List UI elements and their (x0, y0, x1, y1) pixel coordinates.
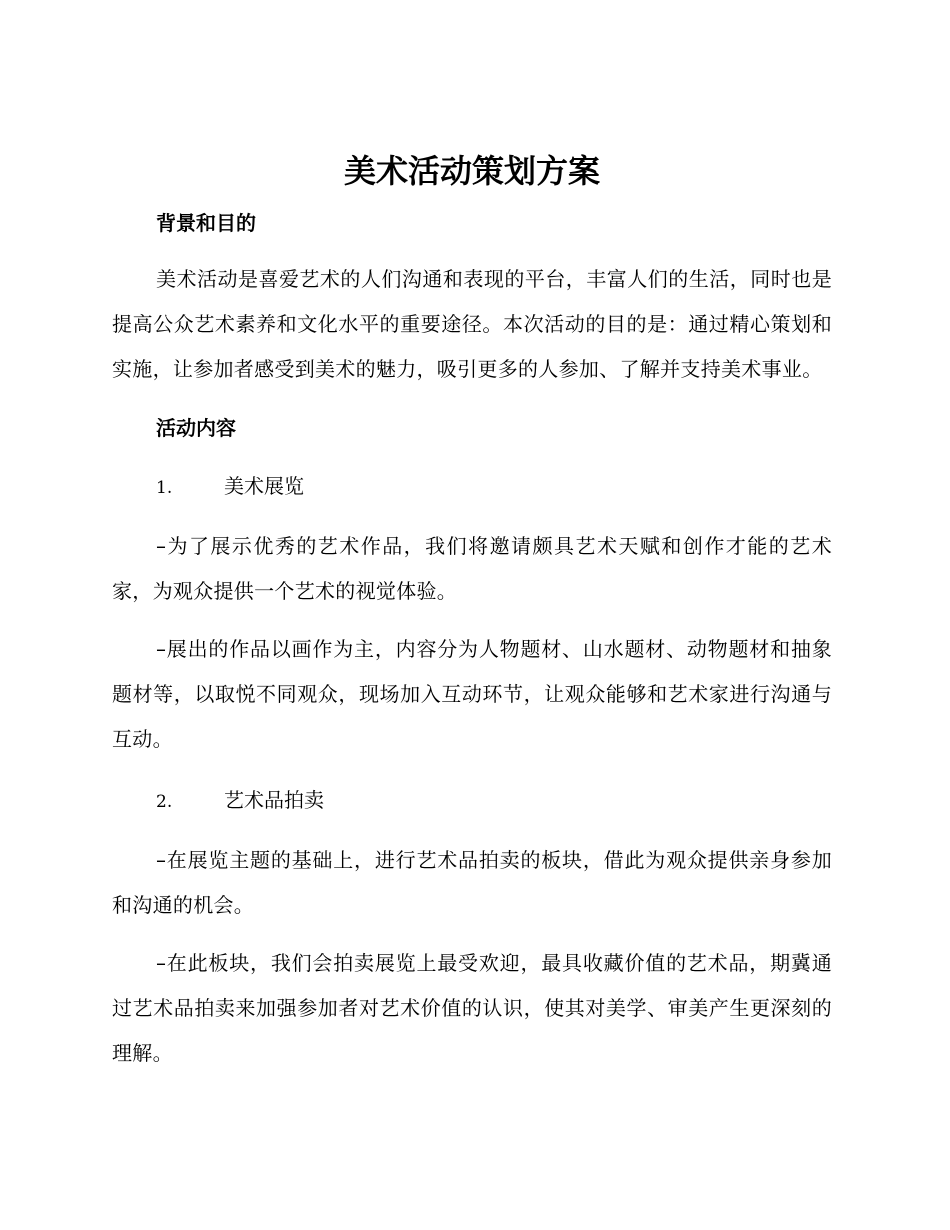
paragraph-exhibition-2: –展出的作品以画作为主，内容分为人物题材、山水题材、动物题材和抽象题材等，以取悦不同观众，现场加入互动环节，让观众能够和艺术家进行沟通与互动。 (112, 637, 832, 751)
paragraph-background: 美术活动是喜爱艺术的人们沟通和表现的平台，丰富人们的生活，同时也是提高公众艺术素养和文化水平的重要途径。本次活动的目的是：通过精心策划和实施，让参加者感受到美术的魅力，吸引更多的人参加、了解并支持美术事业。 (112, 267, 832, 381)
section-heading-background: 背景和目的 (156, 211, 256, 235)
document-title: 美术活动策划方案 (343, 152, 600, 190)
paragraph-auction-2: –在此板块，我们会拍卖展览上最受欢迎，最具收藏价值的艺术品，期冀通过艺术品拍卖来加强参加者对艺术价值的认识，使其对美学、审美产生更深刻的理解。 (112, 951, 832, 1065)
paragraph-exhibition-1: –为了展示优秀的艺术作品，我们将邀请颇具艺术天赋和创作才能的艺术家，为观众提供一个艺术的视觉体验。 (112, 534, 832, 603)
list-item-exhibition (112, 471, 832, 503)
list-item-auction (112, 785, 832, 817)
list-item-title: 美术展览 (224, 474, 304, 498)
list-item-title: 艺术品拍卖 (224, 788, 324, 812)
section-heading-content: 活动内容 (156, 416, 236, 440)
list-number: 1. (156, 478, 173, 498)
list-number: 2. (156, 792, 173, 812)
paragraph-auction-1: –在展览主题的基础上，进行艺术品拍卖的板块，借此为观众提供亲身参加和沟通的机会。 (112, 848, 832, 917)
document-body (112, 146, 832, 1076)
